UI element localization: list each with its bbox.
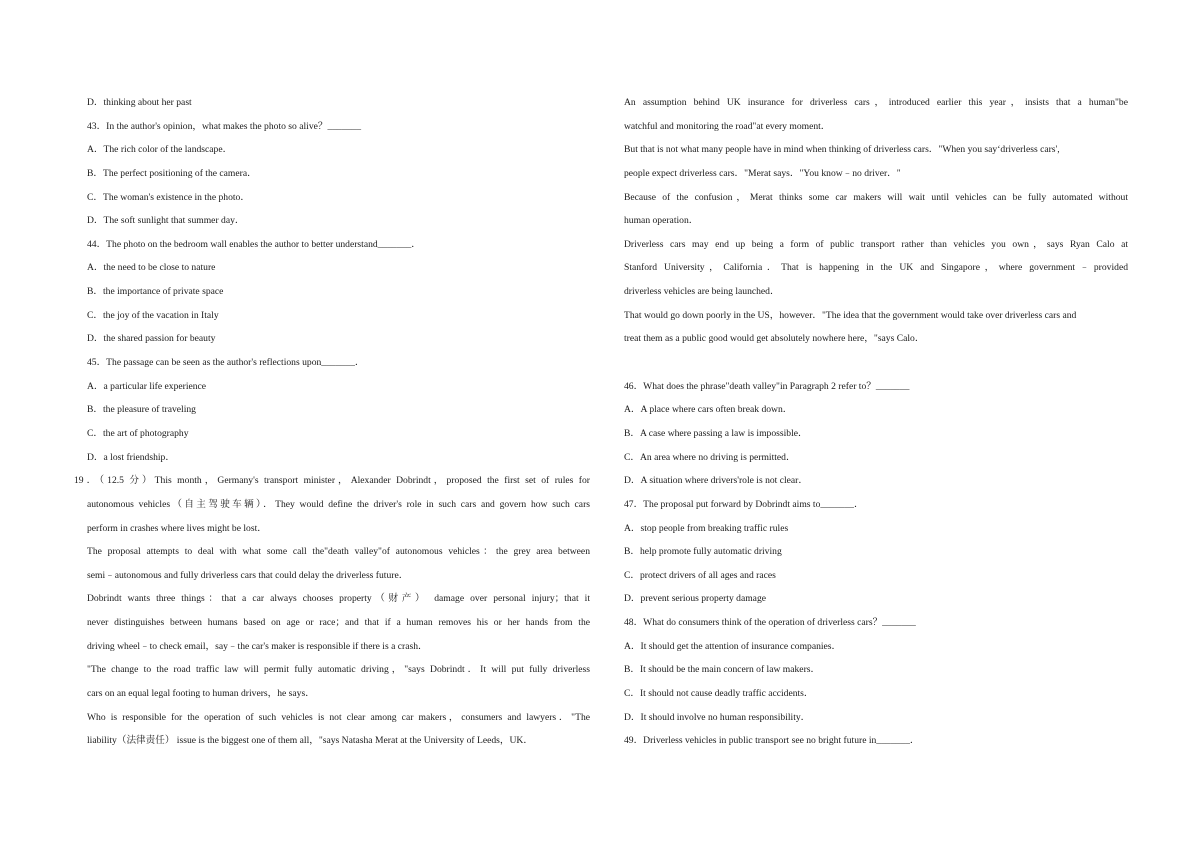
- question-44: 44．The photo on the bedroom wall enables the author to better understand_______．: [87, 238, 421, 250]
- left-column: [74, 91, 590, 753]
- passage-line: never distinguishes between humans based on age or race；and that if a human removes his or her hands from the: [87, 617, 590, 629]
- passage-line: cars on an equal legal footing to human drivers，he says．: [87, 688, 315, 700]
- option-line: D．prevent serious property damage: [624, 593, 766, 605]
- question-48: 48．What do consumers think of the operation of driverless cars？_______: [624, 617, 916, 629]
- passage-line: human operation．: [624, 215, 699, 227]
- question-43: 43．In the author's opinion，what makes the photo so alive？_______: [87, 120, 362, 132]
- option-line: C．protect drivers of all ages and races: [624, 569, 776, 581]
- option-line: C．the art of photography: [87, 427, 189, 439]
- option-line: D．thinking about her past: [87, 97, 192, 108]
- passage-line: Driverless cars may end up being a form of public transport rather than vehicles you own，says Ryan Calo at: [624, 238, 1128, 250]
- option-line: A．stop people from breaking traffic rules: [624, 522, 789, 534]
- option-line: A．It should get the attention of insurance companies．: [624, 640, 842, 652]
- question-49: 49．Driverless vehicles in public transport see no bright future in_______．: [624, 735, 920, 747]
- option-line: D．the shared passion for beauty: [87, 333, 216, 345]
- option-line: A．A place where cars often break down．: [624, 404, 793, 416]
- passage-line: The proposal attempts to deal with what some call the"death valley"of autonomous vehicles：the grey area between: [87, 546, 590, 558]
- passage-line: treat them as a public good would get absolutely nowhere here，"says Calo．: [624, 333, 925, 345]
- option-line: C．The woman's existence in the photo．: [87, 191, 250, 203]
- option-line: C．It should not cause deadly traffic accidents．: [624, 688, 814, 700]
- passage-line: driverless vehicles are being launched．: [624, 286, 780, 298]
- question-46: 46．What does the phrase"death valley"in Paragraph 2 refer to？_______: [624, 380, 910, 392]
- passage-line: perform in crashes where lives might be lost．: [87, 522, 267, 534]
- option-line: C．the joy of the vacation in Italy: [87, 309, 219, 321]
- passage-line: people expect driverless cars．"Merat says．"You know﹣no driver．": [624, 167, 901, 179]
- option-line: B．help promote fully automatic driving: [624, 546, 782, 558]
- passage-line: An assumption behind UK insurance for driverless cars，introduced earlier this year，insists that a human"be: [624, 97, 1128, 108]
- option-line: D．It should involve no human responsibility．: [624, 711, 811, 723]
- right-column: [624, 91, 1128, 753]
- passage-line: watchful and monitoring the road"at every moment．: [624, 120, 831, 132]
- option-line: A．a particular life experience: [87, 380, 207, 392]
- option-line: B．The perfect positioning of the camera．: [87, 167, 257, 179]
- passage-line: Dobrindt wants three things：that a car always chooses property（财产） damage over personal injury；that it: [87, 593, 590, 605]
- passage-line: liability（法律责任） issue is the biggest one of them all，"says Natasha Merat at the University of Leeds，UK．: [87, 735, 533, 747]
- option-line: B．the pleasure of traveling: [87, 404, 196, 416]
- passage-line: "The change to the road traffic law will permit fully automatic driving，"says Dobrindt．It will put fully driverless: [87, 664, 590, 676]
- option-line: B．It should be the main concern of law makers．: [624, 664, 821, 676]
- passage-19-heading-line: 19．（12.5 分）This month，Germany's transport minister，Alexander Dobrindt，proposed the first set of rules for: [74, 475, 590, 487]
- passage-line: Who is responsible for the operation of such vehicles is not clear among car makers，consumers and lawyers．"The: [87, 711, 590, 723]
- question-47: 47．The proposal put forward by Dobrindt aims to_______．: [624, 498, 864, 510]
- option-line: D．A situation where drivers'role is not clear．: [624, 475, 808, 487]
- option-line: B．the importance of private space: [87, 286, 224, 298]
- passage-line: That would go down poorly in the US，however．"The idea that the government would take over driverless cars and: [624, 309, 1077, 321]
- option-line: A．The rich color of the landscape．: [87, 144, 233, 156]
- question-45: 45．The passage can be seen as the author's reflections upon_______．: [87, 357, 365, 369]
- passage-line: semi﹣autonomous and fully driverless cars that could delay the driverless future．: [87, 569, 409, 581]
- option-line: C．An area where no driving is permitted．: [624, 451, 796, 463]
- passage-line: Because of the confusion，Merat thinks some car makers will wait until vehicles can be fully automated without: [624, 191, 1128, 203]
- option-line: A．the need to be close to nature: [87, 262, 216, 274]
- option-line: B．A case where passing a law is impossible．: [624, 427, 808, 439]
- passage-line: driving wheel﹣to check email，say﹣the car's maker is responsible if there is a crash．: [87, 640, 428, 652]
- passage-line: But that is not what many people have in mind when thinking of driverless cars．"When you say‘driverless cars',: [624, 144, 1060, 156]
- passage-line: autonomous vehicles（自主驾驶车辆）．They would define the driver's role in such cars and govern how such cars: [87, 498, 590, 510]
- option-line: D．a lost friendship．: [87, 451, 175, 463]
- option-line: D．The soft sunlight that summer day．: [87, 215, 245, 227]
- spacer: [624, 351, 1128, 375]
- passage-line: Stanford University，California．That is happening in the UK and Singapore，where government﹣provided: [624, 262, 1128, 274]
